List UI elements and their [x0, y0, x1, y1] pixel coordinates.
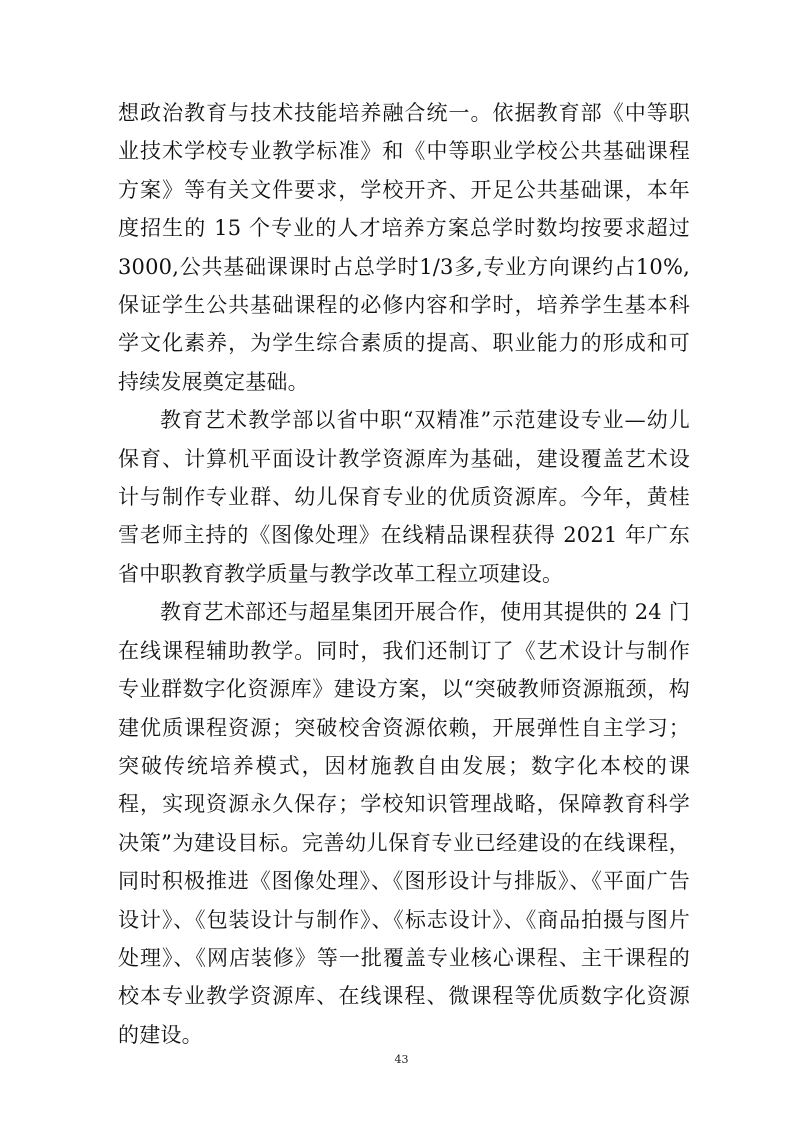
- document-body: [118, 94, 690, 1054]
- page-number: 43: [394, 1053, 409, 1066]
- paragraph-online-courses: 教育艺术部还与超星集团开展合作，使用其提供的 24 门在线课程辅助教学。同时，我们还制订了《艺术设计与制作专业群数字化资源库》建设方案，以“突破教师资源瓶颈，构建优质课程资源；突破校舍资源依赖，开展弹性自主学习；突破传统培养模式，因材施教自由发展；数字化本校的课程，实现资源永久保存；学校知识管理战略，保障教育科学决策”为建设目标。完善幼儿保育专业已经建设的在线课程，同时积极推进《图像处理》、《图形设计与排版》、《平面广告设计》、《包装设计与制作》、《标志设计》、《商品拍摄与图片处理》、《网店装修》等一批覆盖专业核心课程、主干课程的校本专业教学资源库、在线课程、微课程等优质数字化资源的建设。: [118, 600, 690, 1047]
- paragraph-continuation: 想政治教育与技术技能培养融合统一。依据教育部《中等职业技术学校专业教学标准》和《中等职业学校公共基础课程方案》等有关文件要求，学校开齐、开足公共基础课，本年度招生的 15 个专业的人才培养方案总学时数均按要求超过 3000,公共基础课课时占总学时1/3多,专业方向课约占10%,保证学生公共基础课程的必修内容和学时，培养学生基本科学文化素养，为学生综合素质的提高、职业能力的形成和可持续发展奠定基础。: [118, 101, 690, 394]
- paragraph-resource-library: 教育艺术教学部以省中职“双精准”示范建设专业—幼儿保育、计算机平面设计教学资源库为基础，建设覆盖艺术设计与制作专业群、幼儿保育专业的优质资源库。今年，黄桂雪老师主持的《图像处理》在线精品课程获得 2021 年广东省中职教育教学质量与教学改革工程立项建设。: [118, 408, 690, 586]
